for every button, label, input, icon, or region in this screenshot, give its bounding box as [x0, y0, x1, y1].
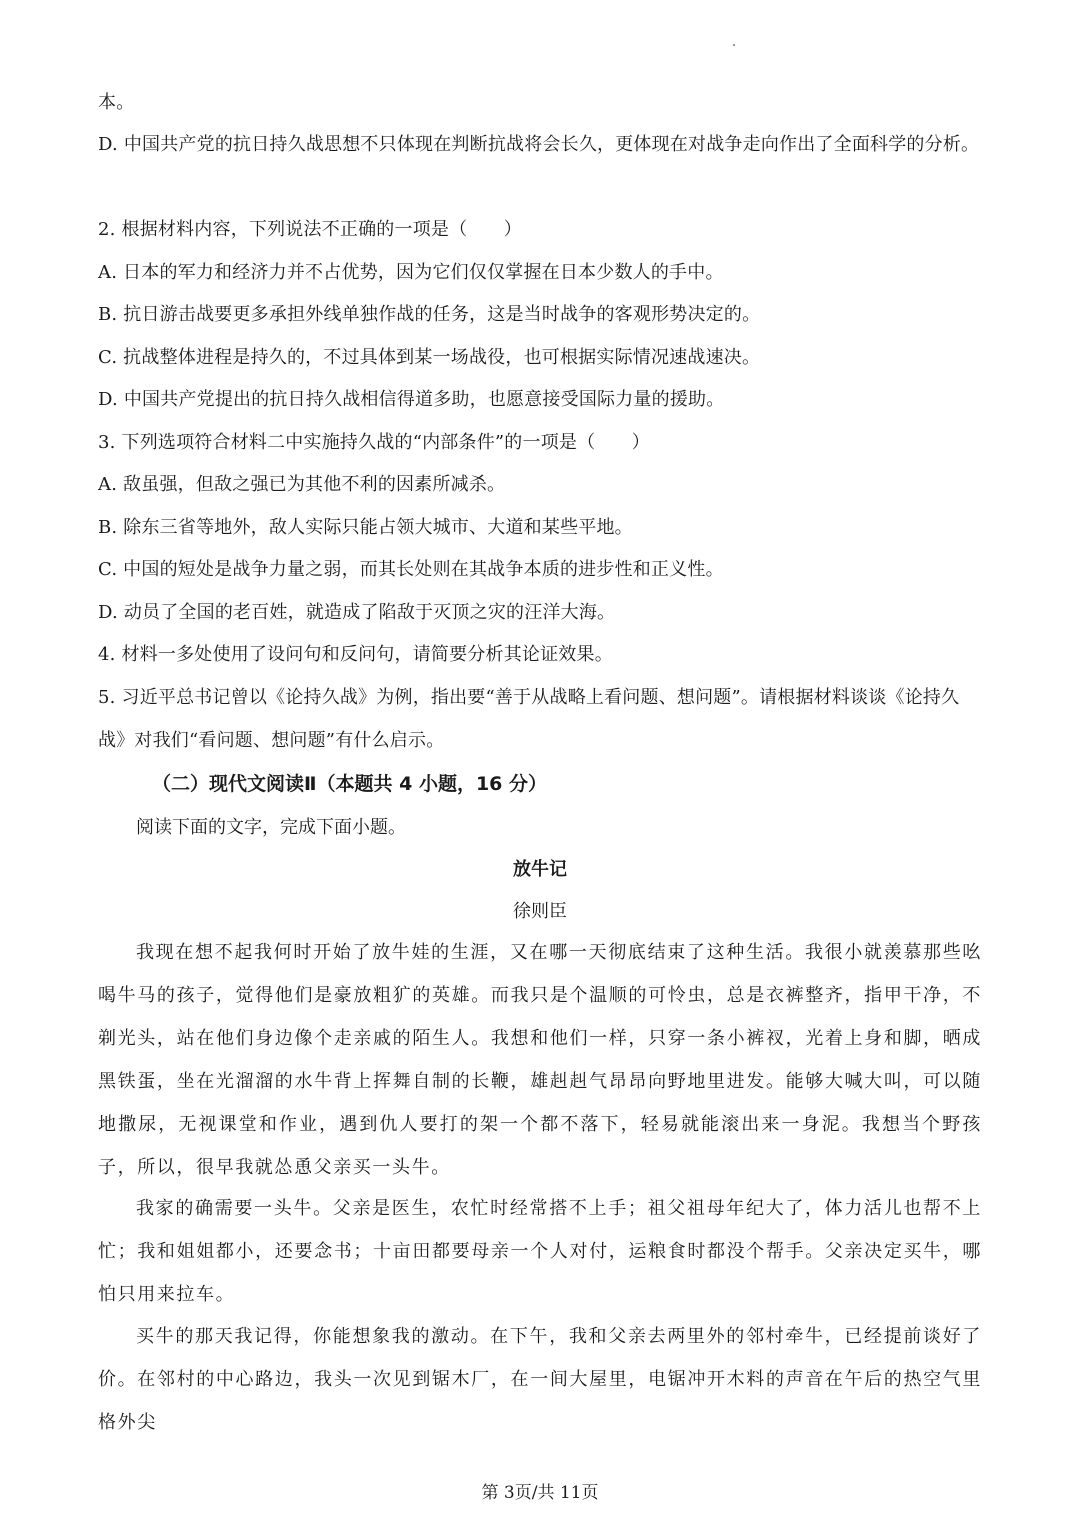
story-author: 徐则臣 — [513, 901, 567, 922]
q4: 4. 材料一多处使用了设问句和反问句，请简要分析其论证效果。 — [98, 644, 613, 665]
q2-option-c: C. 抗战整体进程是持久的，不过具体到某一场战役，也可根据实际情况速战速决。 — [98, 347, 761, 368]
scan-speck — [733, 44, 735, 46]
q3-option-b: B. 除东三省等地外，敌人实际只能占领大城市、大道和某些平地。 — [98, 517, 633, 538]
q1-option-d: D. 中国共产党的抗日持久战思想不只体现在判断抗战将会长久，更体现在对战争走向作出了全面科学的分析。 — [98, 134, 980, 155]
section-instruction: 阅读下面的文字，完成下面小题。 — [136, 817, 406, 838]
page-number: 第 3页/共 11页 — [481, 1483, 599, 1503]
q3-option-c: C. 中国的短处是战争力量之弱，而其长处则在其战争本质的进步性和正义性。 — [98, 559, 724, 580]
q3-stem: 3. 下列选项符合材料二中实施持久战的“内部条件”的一项是（ ） — [98, 432, 650, 453]
q1-option-d-continuation: 本。 — [98, 92, 135, 113]
story-title: 放牛记 — [513, 859, 567, 880]
q3-option-d: D. 动员了全国的老百姓，就造成了陷敌于灭顶之灾的汪洋大海。 — [98, 602, 616, 623]
story-paragraph-3: 买牛的那天我记得，你能想象我的激动。在下午，我和父亲去两里外的邻村牵牛，已经提前谈好了价。在邻村的中心路边，我头一次见到锯木厂，在一间大屋里，电锯冲开木料的声音在午后的热空气里格外尖 — [98, 1326, 982, 1433]
q2-option-d: D. 中国共产党提出的抗日持久战相信得道多助，也愿意接受国际力量的援助。 — [98, 389, 725, 410]
section-title: （二）现代文阅读Ⅱ（本题共 4 小题，16 分） — [152, 773, 548, 795]
q5: 5. 习近平总书记曾以《论持久战》为例，指出要“善于从战略上看问题、想问题”。请根据材料谈谈《论持久战》对我们“看问题、想问题”有什么启示。 — [98, 687, 960, 751]
q2-option-b: B. 抗日游击战要更多承担外线单独作战的任务，这是当时战争的客观形势决定的。 — [98, 304, 761, 325]
story-paragraph-1: 我现在想不起我何时开始了放牛娃的生涯，又在哪一天彻底结束了这种生活。我很小就羡慕那些吆喝牛马的孩子，觉得他们是豪放粗犷的英雄。而我只是个温顺的可怜虫，总是衣裤整齐，指甲干净，不剃光头，站在他们身边像个走亲戚的陌生人。我想和他们一样，只穿一条小裤衩，光着上身和脚，晒成黑铁蛋，坐在光溜溜的水牛背上挥舞自制的长鞭，雄赳赳气昂昂向野地里进发。能够大喊大叫，可以随地撒尿，无视课堂和作业，遇到仇人要打的架一个都不落下，轻易就能滚出来一身泥。我想当个野孩子，所以，很早我就怂恿父亲买一头牛。 — [98, 942, 982, 1178]
story-paragraph-2: 我家的确需要一头牛。父亲是医生，农忙时经常搭不上手；祖父祖母年纪大了，体力活儿也帮不上忙；我和姐姐都小，还要念书；十亩田都要母亲一个人对付，运粮食时都没个帮手。父亲决定买牛，哪怕只用来拉车。 — [98, 1198, 982, 1305]
q2-stem: 2. 根据材料内容，下列说法不正确的一项是（ ） — [98, 219, 522, 240]
q2-option-a: A. 日本的军力和经济力并不占优势，因为它们仅仅掌握在日本少数人的手中。 — [98, 262, 724, 283]
q3-option-a: A. 敌虽强，但敌之强已为其他不利的因素所减杀。 — [98, 474, 506, 495]
